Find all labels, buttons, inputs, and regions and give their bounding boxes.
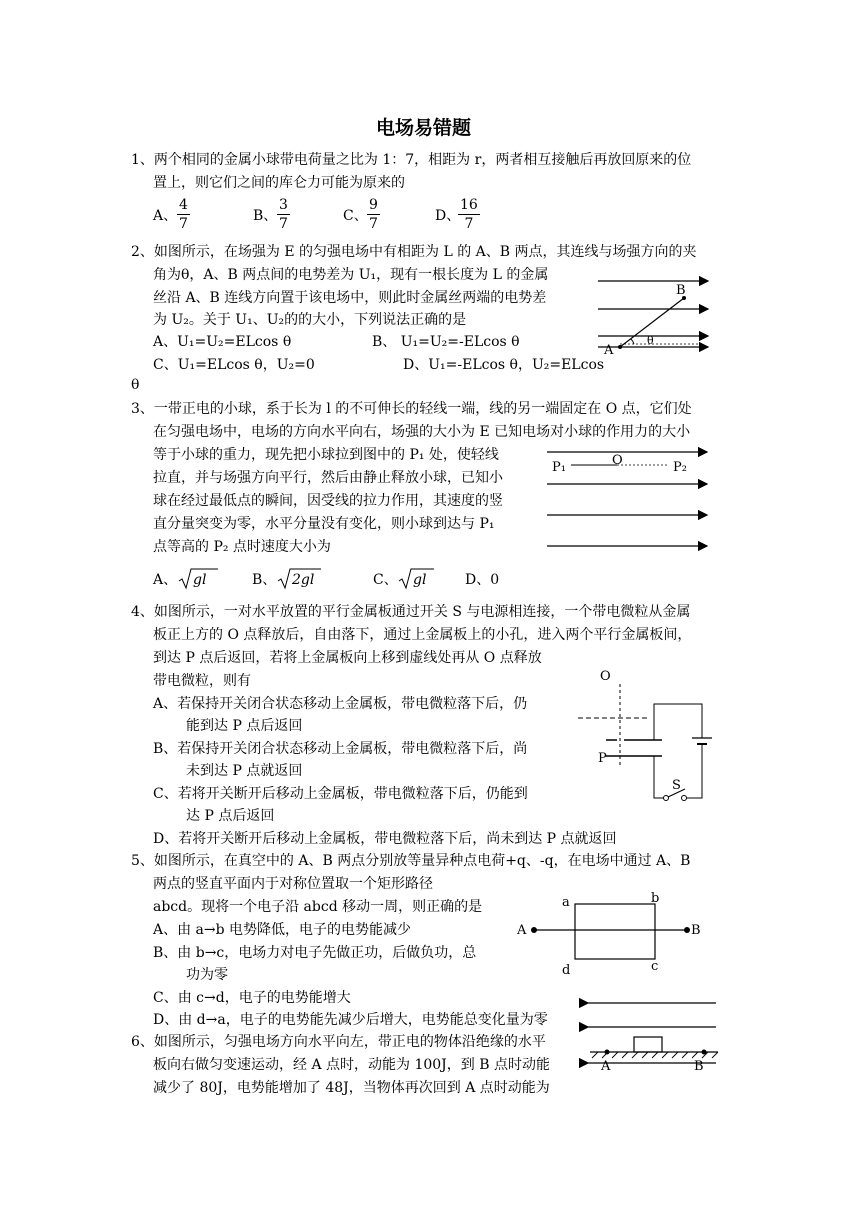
q4-option-b-line1: B、若保持开关闭合状态移动上金属板，带电微粒落下后，尚 <box>153 741 528 757</box>
rectangle-path-abcd <box>575 904 655 959</box>
wire-bottom <box>654 756 664 798</box>
q4-label-s: S <box>672 778 681 793</box>
point-a <box>618 345 622 349</box>
q3-label-p1: P₁ <box>552 460 566 475</box>
q5-path-diagram <box>525 898 695 968</box>
wire-right <box>686 744 702 798</box>
q5-label-big-b: B <box>691 923 701 938</box>
denominator: 7 <box>279 216 288 232</box>
q3-label-o: O <box>612 453 623 468</box>
q2-option-d-tail: θ <box>131 377 140 393</box>
denominator: 7 <box>179 216 188 232</box>
q1-option-d-label: D、 <box>435 208 461 224</box>
q6-label-a: A <box>601 1059 611 1074</box>
numerator: 9 <box>369 197 378 213</box>
q5-option-b-line2: 功为零 <box>186 967 228 983</box>
q2-line4: 为 U₂。关于 U₁、U₂的的大小，下列说法正确的是 <box>153 312 467 328</box>
q4-option-c-line1: C、若将开关断开后移动上金属板，带电微粒落下后，仍能到 <box>153 786 528 802</box>
q3-option-d: D、0 <box>465 572 500 588</box>
radicand: gl <box>413 572 427 588</box>
q4-line3: 到达 P 点后返回，若将上金属板向上移到虚线处再从 O 点释放 <box>153 650 542 666</box>
q4-option-a-line1: A、若保持开关闭合状态移动上金属板，带电微粒落下后，仍 <box>153 696 528 712</box>
q5-line1: 5、如图所示，在真空中的 A、B 两点分别放等量异种点电荷+q、-q，在电场中通过 A、B <box>131 853 691 869</box>
q5-line2: 两点的竖直平面内于对称位置取一个矩形路径 <box>153 876 433 892</box>
q2-label-b: B <box>676 283 686 298</box>
numerator: 4 <box>179 197 188 213</box>
q2-label-theta: θ <box>647 334 654 347</box>
q4-option-a-line2: 能到达 P 点后返回 <box>186 718 303 734</box>
q3-option-c-label: C、 <box>373 572 398 588</box>
q6-line2: 板向右做匀变速运动，经 A 点时，动能为 100J，到 B 点时动能 <box>153 1057 550 1073</box>
radicand: 2gl <box>292 572 315 588</box>
q1-line2: 置上，则它们之间的库仑力可能为原来的 <box>153 175 405 191</box>
q5-label-a: a <box>562 895 570 910</box>
q4-label-p: P <box>598 751 607 766</box>
q6-line1: 6、如图所示，匀强电场方向水平向左，带正电的物体沿绝缘的水平 <box>131 1034 546 1050</box>
q2-line2: 角为θ，A、B 两点间的电势差为 U₁，现有一根长度为 L 的金属 <box>153 267 549 283</box>
q4-option-b-line2: 未到达 P 点就返回 <box>186 763 303 779</box>
q1-option-b-label: B、 <box>253 208 278 224</box>
q1-option-c-fraction <box>367 196 380 233</box>
q3-line3: 等于小球的重力，现先把小球拉到图中的 P₁ 处，使轻线 <box>153 447 499 463</box>
q1-option-c-label: C、 <box>343 208 368 224</box>
q5-option-a: A、由 a→b 电势降低，电子的电势能减少 <box>153 922 412 938</box>
q3-line5: 球在经过最低点的瞬间，因受线的拉力作用，其速度的竖 <box>153 493 503 509</box>
q3-line7: 点等高的 P₂ 点时速度大小为 <box>153 539 331 555</box>
switch-contact <box>682 796 687 801</box>
q1-option-a-fraction <box>177 196 190 233</box>
q3-line4: 拉直，并与场强方向平行，然后由静止释放小球，已知小 <box>153 470 503 486</box>
point-b <box>702 1050 707 1055</box>
q5-line3: abcd。现将一个电子沿 abcd 移动一周，则正确的是 <box>153 899 483 915</box>
q5-option-b-line1: B、由 b→c，电场力对电子先做正功，后做负功，总 <box>153 945 477 961</box>
q5-label-c: c <box>651 959 659 974</box>
wire-top <box>654 704 702 740</box>
q3-option-a-label: A、 <box>153 572 178 588</box>
q2-option-d: D、U₁=-ELcos θ，U₂=ELcos <box>403 357 605 373</box>
q5-option-d: D、由 d→a，电子的电势能先减少后增大，电势能总变化量为零 <box>153 1012 548 1028</box>
q3-line1: 3、一带正电的小球，系于长为 l 的不可伸长的轻线一端，线的另一端固定在 O 点，它们处 <box>131 401 692 417</box>
q4-line4: 带电微粒，则有 <box>153 673 251 689</box>
q5-option-c: C、由 c→d，电子的电势能增大 <box>153 990 351 1006</box>
page-title: 电场易错题 <box>376 117 472 139</box>
q2-option-b: B、 U₁=U₂=-ELcos θ <box>372 334 520 350</box>
q5-label-d: d <box>562 963 571 978</box>
numerator: 3 <box>279 197 288 213</box>
angle-arc <box>631 339 634 344</box>
q4-line2: 板正上方的 O 点释放后，自由落下，通过上金属板上的小孔，进入两个平行金属板间， <box>153 627 692 643</box>
q1-option-b-fraction <box>277 196 290 233</box>
q6-label-b: B <box>694 1059 704 1074</box>
q2-option-c: C、U₁=ELcos θ，U₂=0 <box>153 357 315 373</box>
q2-line1: 2、如图所示，在场强为 E 的匀强电场中有相距为 L 的 A、B 两点，其连线与场强方向的夹 <box>131 244 697 260</box>
charge-a <box>531 927 537 933</box>
q3-field-diagram <box>545 445 715 555</box>
q5-label-big-a: A <box>517 923 527 938</box>
q3-label-p2: P₂ <box>673 460 687 475</box>
q3-line2: 在匀强电场中，电场的方向水平向右，场强的大小为 E 已知电场对小球的作用力的大小 <box>153 424 691 440</box>
charge-b <box>684 927 690 933</box>
q2-option-a: A、U₁=U₂=ELcos θ <box>153 334 292 350</box>
denominator: 7 <box>369 216 378 232</box>
q4-label-o: O <box>600 669 611 684</box>
q4-circuit-diagram <box>578 668 718 808</box>
q1-option-d-fraction <box>458 196 480 233</box>
block <box>634 1037 662 1052</box>
q5-label-b: b <box>651 891 660 906</box>
switch-contact <box>664 796 669 801</box>
q4-option-c-line2: 达 P 点后返回 <box>186 808 275 824</box>
q1-option-a-label: A、 <box>153 208 178 224</box>
q2-label-a: A <box>604 343 614 358</box>
q4-option-d: D、若将开关断开后移动上金属板，带电微粒落下后，尚未到达 P 点就返回 <box>153 831 617 847</box>
point-a <box>605 1050 610 1055</box>
q6-line3: 减少了 80J，电势能增加了 48J，当物体再次回到 A 点时动能为 <box>153 1080 550 1096</box>
radicand: gl <box>193 572 207 588</box>
numerator: 16 <box>460 197 478 213</box>
q1-line1: 1、两个相同的金属小球带电荷量之比为 1：7，相距为 r，两者相互接触后再放回原来的位 <box>131 152 692 168</box>
q2-line3: 丝沿 A、B 连线方向置于该电场中，则此时金属丝两端的电势差 <box>153 290 547 306</box>
q4-line1: 4、如图所示，一对水平放置的平行金属板通过开关 S 与电源相连接，一个带电微粒从金属 <box>131 604 691 620</box>
denominator: 7 <box>464 216 474 232</box>
q3-option-b-label: B、 <box>252 572 277 588</box>
q3-line6: 直分量突变为零，水平分量没有变化，则小球到达与 P₁ <box>153 516 495 532</box>
